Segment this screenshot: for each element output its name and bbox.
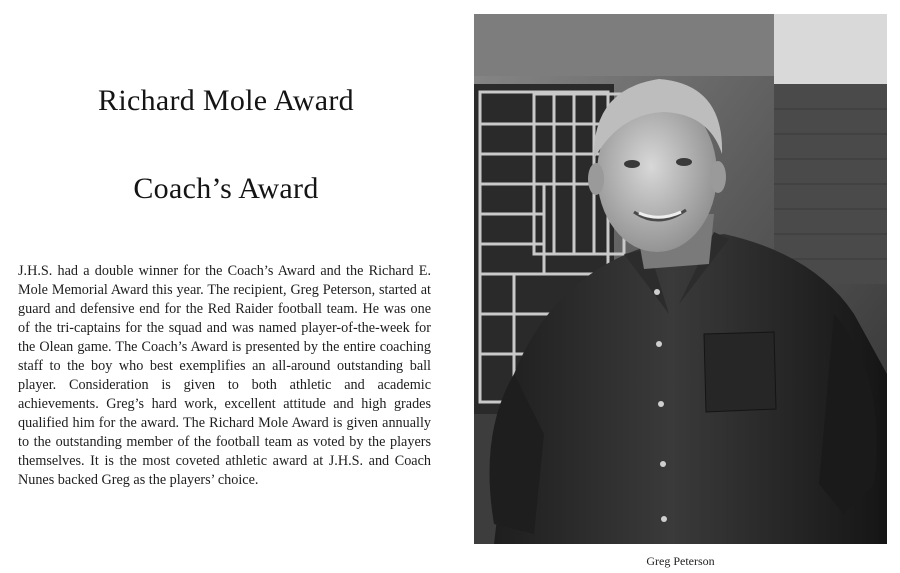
article-body: J.H.S. had a double winner for the Coach’s Award and the Richard E. Mole Memorial Award this year. The recipient, Greg Peterson, started at guard and defensive end for the Red Raider football team. He was one of the tri-captains for the squad and was named player-of-the-week for the Olean game. The Coach’s Award is presented by the entire coaching staff to the boy who best exemplifies an all-around outstanding ball player. Consideration is given to both athletic and academic achievements. Greg’s hard work, excellent attitude and high grades qualified him for the award. The Richard Mole Award is given annually to the outstanding member of the football team as voted by the players themselves. It is the most coveted athletic award at J.H.S. and Coach Nunes backed Greg as the players’ choice.: [18, 263, 431, 488]
portrait-photo: [474, 14, 887, 544]
award-title-richard-mole: Richard Mole Award: [98, 84, 354, 117]
photo-caption: Greg Peterson: [646, 554, 715, 568]
award-title-coachs-award: Coach’s Award: [133, 172, 319, 205]
